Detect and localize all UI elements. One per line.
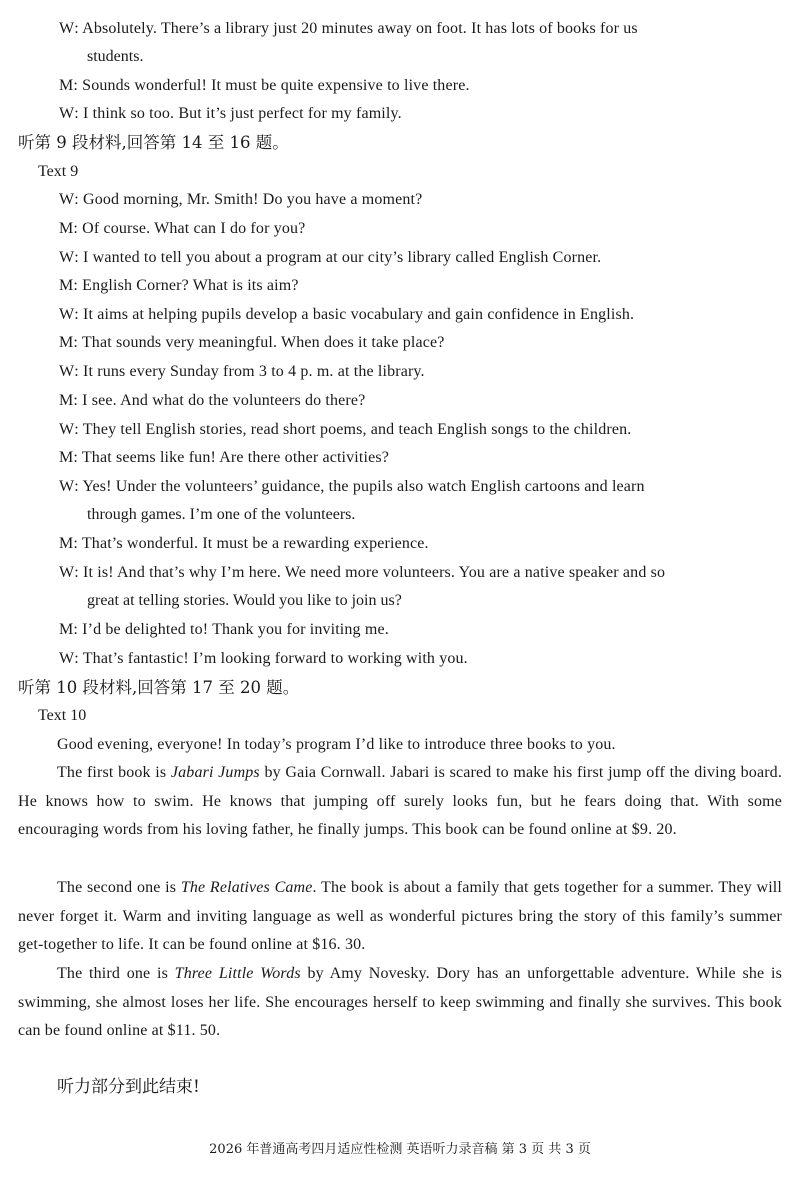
closing-line: 听力部分到此结束! [57,1077,200,1097]
dialogue-line [59,19,638,39]
speaker-label: W [59,306,75,323]
book-title: Jabari Jumps [170,764,260,781]
paragraph-text: by Gaia Cornwall. Jabari is scared to make his first jump off the diving board. He knows how to swim. He knows that jumping off surely looks fun, but he fears doing that. With some encouraging words from his loving father, he finally jumps. This book can be found online at $9. 20. [18,764,782,839]
speaker-label: M [59,334,74,351]
dialogue-line [59,305,634,325]
utterance-text: I’d be delighted to! Thank you for inviting me. [82,621,389,638]
paragraph-text: The first book is [57,764,171,781]
speaker-separator: : [74,306,79,323]
speaker-separator: : [74,363,79,380]
page-footer: 2026 年普通高考四月适应性检测 英语听力录音稿 第 3 页 共 3 页 [209,1142,591,1157]
section-heading: 听第 10 段材料,回答第 17 至 20 题。 [18,678,300,697]
utterance-text: That’s fantastic! I’m looking forward to working with you. [82,650,468,667]
dialogue-line [59,563,665,583]
book-title: The Relatives Came [180,879,313,896]
dialogue-line [59,362,425,382]
dialogue-line [59,620,389,640]
text-label: Text 10 [38,707,87,724]
utterance-text: Good morning, Mr. Smith! Do you have a moment? [83,191,423,208]
speaker-label: W [59,363,75,380]
utterance-text: I see. And what do the volunteers do there? [82,392,366,409]
utterance-continuation: great at telling stories. Would you like to join us? [87,592,402,609]
speaker-separator: : [74,105,79,122]
book-paragraph [18,759,782,845]
speaker-label: W [59,249,75,266]
speaker-label: W [59,20,75,37]
utterance-continuation: through games. I’m one of the volunteers. [87,506,356,523]
dialogue-line [59,477,645,497]
dialogue-line [59,276,299,296]
speaker-label: M [59,392,74,409]
speaker-separator: : [74,191,79,208]
speaker-label: M [59,220,74,237]
speaker-label: M [59,621,74,638]
speaker-separator: : [74,650,79,667]
utterance-text: English Corner? What is its aim? [82,277,299,294]
utterance-text: It runs every Sunday from 3 to 4 p. m. at the library. [83,363,425,380]
speaker-separator: : [73,334,78,351]
utterance-text: Of course. What can I do for you? [82,220,306,237]
dialogue-line [59,649,468,669]
book-title: Three Little Words [174,965,301,982]
utterance-text: It is! And that’s why I’m here. We need more volunteers. You are a native speaker and so [83,564,666,581]
book-paragraph [18,960,782,1046]
paragraph-text: The third one is [57,965,175,982]
paragraph-text: The second one is [57,879,181,896]
speaker-label: M [59,277,74,294]
speaker-separator: : [73,392,78,409]
utterance-text: I wanted to tell you about a program at our city’s library called English Corner. [83,249,602,266]
speaker-label: W [59,105,75,122]
dialogue-line [59,190,422,210]
utterance-text: Yes! Under the volunteers’ guidance, the pupils also watch English cartoons and learn [82,478,645,495]
dialogue-line [59,219,305,239]
speaker-label: W [59,191,75,208]
speaker-separator: : [73,621,78,638]
dialogue-line [59,448,389,468]
dialogue-line [59,333,445,353]
text-label: Text 9 [38,163,79,180]
speaker-label: W [59,421,75,438]
utterance-text: Absolutely. There’s a library just 20 minutes away on foot. It has lots of books for us [82,20,638,37]
speaker-separator: : [74,564,79,581]
speaker-separator: : [73,220,78,237]
paragraph-text: by Amy Novesky. Dory has an unforgettable adventure. While she is swimming, she almost loses her life. She encourages herself to keep swimming and finally she survives. This book can be found online at $11. 50. [18,965,782,1040]
speaker-separator: : [74,249,79,266]
utterance-text: Sounds wonderful! It must be quite expensive to live there. [82,77,470,94]
dialogue-line [59,104,402,124]
utterance-text: That seems like fun! Are there other activities? [81,449,389,466]
speaker-separator: : [73,77,78,94]
dialogue-line [59,76,470,96]
monologue-intro: Good evening, everyone! In today’s program I’d like to introduce three books to you. [57,736,616,753]
dialogue-line [59,391,365,411]
dialogue-line [59,248,601,268]
utterance-text: That’s wonderful. It must be a rewarding experience. [81,535,429,552]
speaker-separator: : [74,421,79,438]
speaker-separator: : [73,449,78,466]
speaker-label: W [59,478,75,495]
utterance-text: It aims at helping pupils develop a basic vocabulary and gain confidence in English. [83,306,635,323]
speaker-label: M [59,449,74,466]
utterance-text: That sounds very meaningful. When does it take place? [81,334,445,351]
speaker-separator: : [73,535,78,552]
speaker-label: M [59,535,74,552]
dialogue-line [59,534,429,554]
utterance-continuation: students. [87,48,144,65]
section-heading: 听第 9 段材料,回答第 14 至 16 题。 [18,133,289,152]
dialogue-line [59,420,631,440]
book-paragraph [18,874,782,960]
speaker-label: W [59,650,75,667]
speaker-separator: : [73,277,78,294]
utterance-text: I think so too. But it’s just perfect for my family. [83,105,402,122]
speaker-separator: : [74,478,79,495]
utterance-text: They tell English stories, read short poems, and teach English songs to the children. [82,421,632,438]
speaker-separator: : [74,20,79,37]
paragraph-text: . The book is about a family that gets together for a summer. They will never forget it. Warm and inviting language as well as wonderful pictures bring the story of this family’s summer get-together to life. It can be found online at $16. 30. [18,879,782,954]
speaker-label: W [59,564,75,581]
speaker-label: M [59,77,74,94]
